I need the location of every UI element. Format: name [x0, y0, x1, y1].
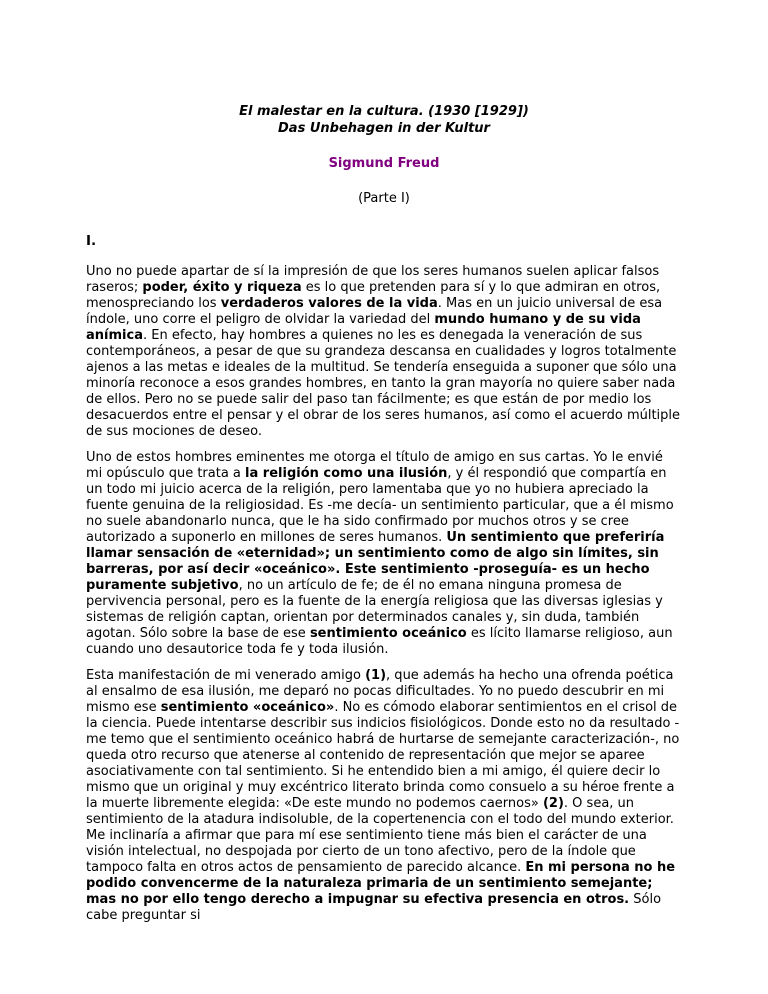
bold-text-segment: (1) [365, 668, 387, 683]
text-segment: . No es cómodo elaborar sentimientos en el crisol de la ciencia. Puede intentarse describir sus indicios fisiológicos. Donde esto no da resultado - me temo que el sentimiento oceánico habrá de hurtarse de semejante caracterización-, no queda otro recurso que atenerse al contenido de representación que mejor se aparee asociativamente con tal sentimiento. Si he entendido bien a mi amigo, él quiere decir lo mismo que un original y muy excéntrico literato brinda como consuelo a su héroe frente a la muerte libremente elegida: «De este mundo no podemos caernos» [86, 700, 680, 811]
bold-text-segment: mundo humano y de su vida anímica [86, 312, 641, 343]
bold-text-segment: poder, éxito y riqueza [142, 280, 302, 295]
text-segment: . O sea, un sentimiento de la atadura indisoluble, de la copertenencia con el todo del mundo exterior. Me inclinaría a afirmar que para mí ese sentimiento tiene más bien el carácter de una visión intelectual, no despojada por cierto de un tono afectivo, pero de la índole que tampoco falta en otros actos de pensamiento de parecido alcance. [86, 796, 674, 875]
paragraph [86, 264, 682, 440]
title-german: Das Unbehagen in der Kultur [278, 121, 490, 136]
document-title [86, 103, 682, 137]
text-segment: . En efecto, hay hombres a quienes no les es denegada la veneración de sus contemporáneos, a pesar de que su grandeza descansa en cualidades y logros totalmente ajenos a las metas e ideales de la multitud. Se tendería enseguida a suponer que sólo una minoría reconoce a esos grandes hombres, en tanto la gran mayoría no quiere saber nada de ellos. Pero no se puede salir del paso tan fácilmente; es que están de por medio los desacuerdos entre el pensar y el obrar de los seres humanos, así como el acuerdo múltiple de sus mociones de deseo. [86, 328, 681, 439]
bold-text-segment: sentimiento oceánico [309, 626, 467, 641]
text-segment: Uno de estos hombres eminentes me otorga el título de amigo en sus cartas. Yo le envié mi opúsculo que trata a [86, 450, 663, 481]
title-spanish: El malestar en la cultura. (1930 [1929]) [239, 104, 529, 119]
bold-text-segment: En mi persona no he podido convencerme de la naturaleza primaria de un sentimiento semejante; mas no por ello tengo derecho a impugnar su efectiva presencia en otros. [86, 860, 676, 907]
bold-text-segment: sentimiento «oceánico» [160, 700, 335, 715]
paragraph [86, 450, 682, 658]
text-segment: . Mas en un juicio universal de esa índole, uno corre el peligro de olvidar la variedad del [86, 296, 663, 327]
text-segment: , y él respondió que compartía en un todo mi juicio acerca de la religión, pero lamentaba que yo no hubiera apreciado la fuente genuina de la religiosidad. Es -me decía- un sentimiento particular, que a él mismo no suele abandonarlo nunca, que le ha sido confirmado por muchos otros y se cree autorizado a suponerlo en millones de seres humanos. [86, 466, 674, 545]
section-heading: I. [86, 233, 97, 249]
text-segment: , que además ha hecho una ofrenda poética al ensalmo de esa ilusión, me deparó no pocas dificultades. Yo no puedo descubrir en mi mismo ese [86, 668, 674, 715]
text-segment: Sólo cabe preguntar si [86, 892, 662, 923]
author-name: Sigmund Freud [328, 156, 440, 171]
text-segment: es lícito llamarse religioso, aun cuando uno desautorice toda fe y toda ilusión. [86, 626, 673, 657]
bold-text-segment: verdaderos valores de la vida [220, 296, 438, 311]
text-segment: , no un artículo de fe; de él no emana ninguna promesa de pervivencia personal, pero es la fuente de la energía religiosa que las diversas iglesias y sistemas de religión captan, orientan por determinados canales y, sin duda, también agotan. Sólo sobre la base de ese [86, 578, 663, 641]
paragraph [86, 668, 682, 924]
text-segment: Uno no puede apartar de sí la impresión de que los seres humanos suelen aplicar falsos raseros; [86, 264, 660, 295]
part-label: (Parte I) [358, 191, 410, 206]
body-paragraphs [86, 264, 682, 924]
text-segment: es lo que pretenden para sí y lo que admiran en otros, menospreciando los [86, 280, 661, 311]
bold-text-segment: (2) [542, 796, 564, 811]
bold-text-segment: la religión como una ilusión [245, 466, 448, 481]
bold-text-segment: Un sentimiento que preferiría llamar sensación de «eternidad»; un sentimiento como de algo sin límites, sin barreras, por así decir «oceánico». Este sentimiento -proseguía- es un hecho puramente subjetivo [86, 530, 665, 593]
text-segment: Esta manifestación de mi venerado amigo [86, 668, 366, 683]
